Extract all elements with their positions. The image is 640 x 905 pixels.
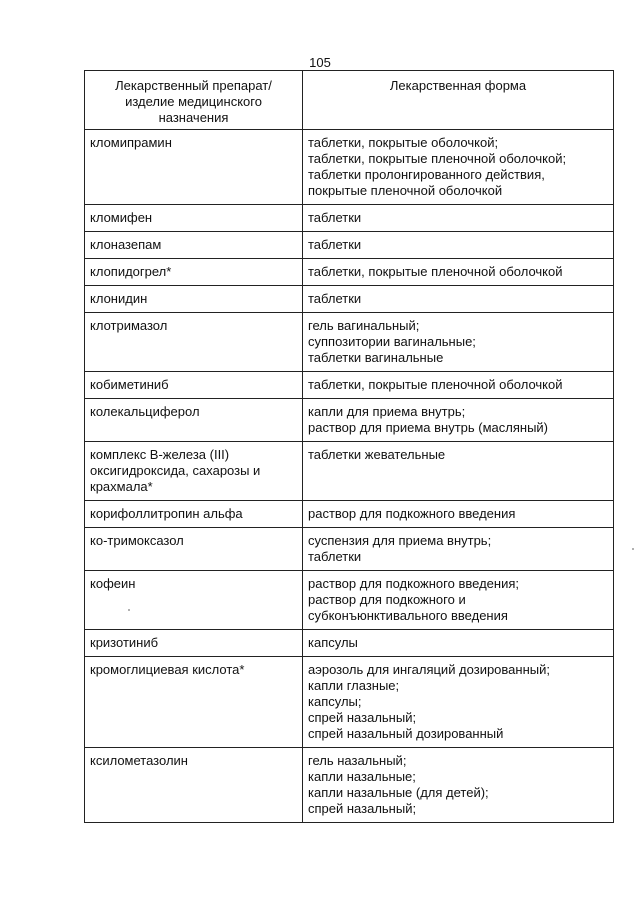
header-drug-line: Лекарственный препарат/	[115, 78, 272, 93]
header-drug-line: назначения	[158, 110, 229, 125]
dosage-form-cell	[303, 313, 614, 372]
dosage-form-line: спрей назальный дозированный	[308, 726, 504, 741]
table-row	[85, 286, 614, 313]
table-row	[85, 259, 614, 286]
dosage-form-line: покрытые пленочной оболочкой	[308, 183, 503, 198]
header-drug	[85, 71, 303, 130]
dosage-form-line: таблетки	[308, 291, 362, 306]
dosage-form-cell	[303, 205, 614, 232]
dosage-form-line: капли глазные;	[308, 678, 400, 693]
dosage-form-cell	[303, 630, 614, 657]
dosage-form-cell	[303, 372, 614, 399]
table-row	[85, 571, 614, 630]
drug-name-line: комплекс В-железа (III)	[90, 447, 230, 462]
table-header-row	[85, 71, 614, 130]
dosage-form-line: таблетки, покрытые оболочкой;	[308, 135, 499, 150]
dosage-form-cell	[303, 657, 614, 748]
drug-name-cell	[85, 399, 303, 442]
dosage-form-line: раствор для приема внутрь (масляный)	[308, 420, 548, 435]
drug-name-line: колекальциферол	[90, 404, 200, 419]
drug-name-line: клотримазол	[90, 318, 168, 333]
dosage-form-line: таблетки пролонгированного действия,	[308, 167, 545, 182]
table-row	[85, 372, 614, 399]
drug-name-cell	[85, 501, 303, 528]
table-body	[85, 130, 614, 823]
drug-name-line: ксилометазолин	[90, 753, 188, 768]
dosage-form-line: раствор для подкожного введения;	[308, 576, 519, 591]
drug-name-cell	[85, 657, 303, 748]
drug-table	[84, 70, 614, 823]
dosage-form-line: суспензия для приема внутрь;	[308, 533, 492, 548]
table-row	[85, 205, 614, 232]
drug-name-cell	[85, 313, 303, 372]
dosage-form-line: таблетки	[308, 237, 362, 252]
drug-name-cell	[85, 286, 303, 313]
drug-name-cell	[85, 528, 303, 571]
table-row	[85, 232, 614, 259]
table-row	[85, 130, 614, 205]
dosage-form-line: раствор для подкожного введения	[308, 506, 516, 521]
dosage-form-cell	[303, 232, 614, 259]
table-row	[85, 630, 614, 657]
drug-name-line: кобиметиниб	[90, 377, 169, 392]
drug-name-line: ко-тримоксазол	[90, 533, 184, 548]
drug-name-cell	[85, 205, 303, 232]
drug-name-cell	[85, 630, 303, 657]
drug-name-cell	[85, 130, 303, 205]
dosage-form-line: таблетки жевательные	[308, 447, 446, 462]
dosage-form-line: капсулы;	[308, 694, 362, 709]
table-row	[85, 528, 614, 571]
dosage-form-line: капсулы	[308, 635, 358, 650]
dosage-form-cell	[303, 501, 614, 528]
drug-name-line: кломифен	[90, 210, 153, 225]
header-form-label: Лекарственная форма	[389, 78, 527, 93]
dosage-form-cell	[303, 442, 614, 501]
drug-name-line: оксигидроксида, сахарозы и	[90, 463, 261, 478]
dosage-form-line: таблетки, покрытые пленочной оболочкой	[308, 377, 563, 392]
scan-speck	[632, 548, 634, 550]
dosage-form-line: суппозитории вагинальные;	[308, 334, 476, 349]
table-row	[85, 748, 614, 823]
dosage-form-line: гель вагинальный;	[308, 318, 420, 333]
scan-speck	[128, 609, 130, 611]
dosage-form-line: раствор для подкожного и	[308, 592, 466, 607]
drug-name-cell	[85, 571, 303, 630]
header-form	[303, 71, 614, 130]
table-row	[85, 313, 614, 372]
dosage-form-cell	[303, 748, 614, 823]
drug-name-line: клонидин	[90, 291, 148, 306]
dosage-form-line: таблетки, покрытые пленочной оболочкой	[308, 264, 563, 279]
dosage-form-line: спрей назальный;	[308, 710, 417, 725]
dosage-form-cell	[303, 259, 614, 286]
header-drug-line: изделие медицинского	[125, 94, 262, 109]
drug-name-line: кризотиниб	[90, 635, 159, 650]
drug-name-line: корифоллитропин альфа	[90, 506, 243, 521]
drug-name-cell	[85, 442, 303, 501]
table-row	[85, 399, 614, 442]
dosage-form-line: таблетки вагинальные	[308, 350, 444, 365]
dosage-form-cell	[303, 571, 614, 630]
dosage-form-line: субконъюнктивального введения	[308, 608, 508, 623]
drug-name-line: крахмала*	[90, 479, 153, 494]
dosage-form-cell	[303, 528, 614, 571]
dosage-form-cell	[303, 399, 614, 442]
dosage-form-line: спрей назальный;	[308, 801, 417, 816]
drug-name-line: клопидогрел*	[90, 264, 172, 279]
dosage-form-cell	[303, 130, 614, 205]
dosage-form-line: таблетки	[308, 210, 362, 225]
page-number: 105	[309, 55, 331, 70]
drug-name-cell	[85, 372, 303, 399]
dosage-form-line: гель назальный;	[308, 753, 407, 768]
drug-name-line: кломипрамин	[90, 135, 172, 150]
table-row	[85, 442, 614, 501]
dosage-form-line: капли назальные;	[308, 769, 416, 784]
dosage-form-cell	[303, 286, 614, 313]
drug-name-line: кромоглициевая кислота*	[90, 662, 245, 677]
dosage-form-line: аэрозоль для ингаляций дозированный;	[308, 662, 550, 677]
dosage-form-line: таблетки	[308, 549, 362, 564]
drug-name-line: кофеин	[90, 576, 136, 591]
drug-name-line: клоназепам	[90, 237, 162, 252]
dosage-form-line: таблетки, покрытые пленочной оболочкой;	[308, 151, 567, 166]
drug-name-cell	[85, 232, 303, 259]
table-row	[85, 501, 614, 528]
dosage-form-line: капли для приема внутрь;	[308, 404, 466, 419]
drug-name-cell	[85, 259, 303, 286]
dosage-form-line: капли назальные (для детей);	[308, 785, 489, 800]
drug-name-cell	[85, 748, 303, 823]
table-row	[85, 657, 614, 748]
